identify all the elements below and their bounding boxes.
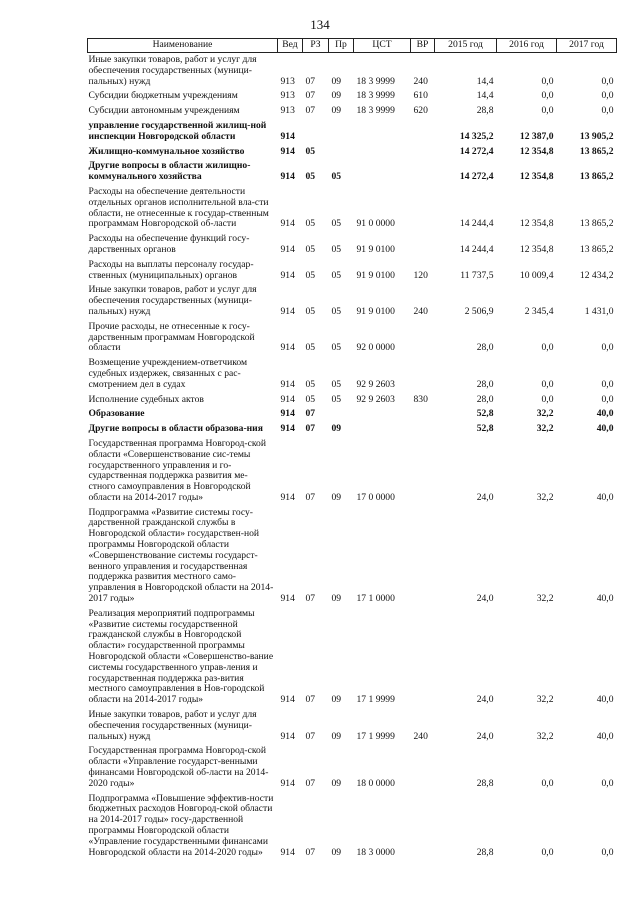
cell-y2016: 0,0 xyxy=(541,378,554,390)
cell-y2016: 12 354,8 xyxy=(519,171,554,183)
table-row xyxy=(88,185,617,232)
cell-y2015: 2 506,9 xyxy=(464,305,494,317)
cell-name: Реализация мероприятий подпрограммы «Развитие системы государственной гражданской службы в Новгородской области» государственной программы Новгородской области «Совершенство-вание системы государственного управ-ления и государственная поддержка раз-вития местного самоуправления в Нов-городской области на 2014-2017 годы» xyxy=(88,607,274,706)
cell-y2015: 14 244,4 xyxy=(459,243,494,255)
cell-vr: 240 xyxy=(413,305,428,317)
cell-ved: 913 xyxy=(280,75,295,87)
table-row xyxy=(88,744,617,791)
cell-rz: 07 xyxy=(305,730,316,742)
header-2015: 2015 год xyxy=(435,39,497,53)
cell-y2017: 0,0 xyxy=(601,342,614,354)
cell-y2015: 52,8 xyxy=(476,423,494,435)
cell-y2015: 28,8 xyxy=(476,777,494,789)
cell-pr: 09 xyxy=(331,75,342,87)
cell-ved: 914 xyxy=(280,423,295,435)
cell-ved: 914 xyxy=(280,846,295,858)
cell-y2015: 14,4 xyxy=(476,90,494,102)
cell-cst: 91 0 0000 xyxy=(356,218,395,230)
cell-ved: 914 xyxy=(280,593,295,605)
cell-vr: 120 xyxy=(413,269,428,281)
cell-pr: 09 xyxy=(331,593,342,605)
cell-y2015: 24,0 xyxy=(476,593,494,605)
cell-cst xyxy=(354,119,411,145)
cell-y2015: 28,0 xyxy=(476,378,494,390)
cell-vr: 610 xyxy=(413,90,428,102)
cell-rz: 07 xyxy=(305,90,316,102)
cell-name: Расходы на выплаты персоналу государ-ственных (муниципальных) органов xyxy=(88,258,254,281)
cell-cst: 17 1 9999 xyxy=(356,694,395,706)
cell-name: Другие вопросы в области образова-ния xyxy=(88,423,263,435)
cell-ved: 914 xyxy=(280,171,295,183)
cell-vr xyxy=(411,407,435,422)
cell-vr xyxy=(411,232,435,258)
cell-cst xyxy=(354,145,411,160)
cell-name: Субсидии автономным учреждениям xyxy=(88,105,240,117)
cell-y2017: 13 865,2 xyxy=(579,145,614,157)
cell-rz: 07 xyxy=(305,408,316,420)
cell-ved: 914 xyxy=(280,730,295,742)
cell-y2016: 2 345,4 xyxy=(524,305,554,317)
cell-y2017: 12 434,2 xyxy=(579,269,614,281)
cell-rz: 07 xyxy=(305,491,316,503)
cell-rz: 07 xyxy=(305,105,316,117)
cell-rz: 05 xyxy=(305,171,316,183)
table-row xyxy=(88,53,617,90)
cell-cst: 18 3 9999 xyxy=(356,90,395,102)
cell-cst xyxy=(354,422,411,437)
cell-pr: 09 xyxy=(331,730,342,742)
cell-ved: 914 xyxy=(280,269,295,281)
table-row xyxy=(88,104,617,119)
cell-y2015: 52,8 xyxy=(476,408,494,420)
cell-cst xyxy=(354,159,411,185)
cell-rz xyxy=(303,119,329,145)
cell-rz: 05 xyxy=(305,218,316,230)
cell-cst: 17 1 9999 xyxy=(356,730,395,742)
cell-vr xyxy=(411,356,435,392)
cell-ved: 914 xyxy=(280,243,295,255)
cell-ved: 914 xyxy=(280,218,295,230)
cell-y2016: 10 009,4 xyxy=(519,269,554,281)
cell-name: Возмещение учреждением-ответчиком судебных издержек, связанных с рас-смотрением дел в судах xyxy=(88,357,248,390)
cell-y2015: 24,0 xyxy=(476,694,494,706)
cell-y2015: 24,0 xyxy=(476,491,494,503)
cell-name: Государственная программа Новгород-ской области «Управление государст-венными финансами Новгородской об-ласти на 2014-2020 годы» xyxy=(88,745,269,789)
cell-cst: 91 9 0100 xyxy=(356,243,395,255)
cell-vr xyxy=(411,145,435,160)
cell-y2015: 24,0 xyxy=(476,730,494,742)
cell-name: Жилищно-коммунальное хозяйство xyxy=(88,145,245,157)
cell-rz: 05 xyxy=(305,269,316,281)
header-ved: Вед xyxy=(278,39,303,53)
cell-ved: 914 xyxy=(280,694,295,706)
cell-rz: 05 xyxy=(305,378,316,390)
cell-pr: 05 xyxy=(331,305,342,317)
table-row xyxy=(88,320,617,356)
cell-y2017: 0,0 xyxy=(601,393,614,405)
cell-rz: 05 xyxy=(305,342,316,354)
cell-pr: 05 xyxy=(331,243,342,255)
cell-pr: 05 xyxy=(331,342,342,354)
cell-y2015: 14 244,4 xyxy=(459,218,494,230)
cell-pr: 05 xyxy=(331,393,342,405)
cell-rz: 07 xyxy=(305,75,316,87)
cell-cst: 92 9 2603 xyxy=(356,393,395,405)
cell-ved: 914 xyxy=(280,145,295,157)
cell-pr: 05 xyxy=(331,378,342,390)
cell-y2016: 32,2 xyxy=(536,491,554,503)
cell-cst: 91 9 0100 xyxy=(356,305,395,317)
cell-pr: 09 xyxy=(331,491,342,503)
table-row xyxy=(88,119,617,145)
cell-ved: 914 xyxy=(280,378,295,390)
cell-y2016: 32,2 xyxy=(536,593,554,605)
cell-rz: 07 xyxy=(305,694,316,706)
cell-name: Другие вопросы в области жилищно-коммунального хозяйства xyxy=(88,160,251,183)
cell-y2017: 40,0 xyxy=(596,694,614,706)
cell-y2017: 0,0 xyxy=(601,105,614,117)
cell-vr: 830 xyxy=(413,393,428,405)
table-row xyxy=(88,708,617,744)
cell-vr xyxy=(411,607,435,708)
cell-cst: 18 3 0000 xyxy=(356,846,395,858)
cell-vr xyxy=(411,744,435,791)
cell-pr: 09 xyxy=(331,694,342,706)
cell-ved: 914 xyxy=(280,777,295,789)
cell-cst: 18 3 9999 xyxy=(356,105,395,117)
cell-y2017: 40,0 xyxy=(596,423,614,435)
cell-y2015: 11 737,5 xyxy=(460,269,494,281)
cell-name: Подпрограмма «Развитие системы госу-дарственной гражданской службы в Новгородской области» государствен-ной программы Новгородской области «Совершенствование системы государст-венного управления и государственная поддержка развития местного само-управления в Новгородской области на 2014-2017 годы» xyxy=(88,506,274,605)
table-row xyxy=(88,607,617,708)
cell-y2017: 40,0 xyxy=(596,491,614,503)
header-name: Наименование xyxy=(88,39,278,53)
cell-y2017: 0,0 xyxy=(601,90,614,102)
cell-y2016: 32,2 xyxy=(536,408,554,420)
cell-pr xyxy=(329,407,354,422)
cell-pr xyxy=(329,145,354,160)
cell-name: Иные закупки товаров, работ и услуг для обеспечения государственных (муници-пальных) нужд xyxy=(88,54,257,87)
cell-y2015: 14,4 xyxy=(476,75,494,87)
cell-pr: 09 xyxy=(331,90,342,102)
table-row xyxy=(88,89,617,104)
cell-rz: 05 xyxy=(305,305,316,317)
header-rz: РЗ xyxy=(303,39,329,53)
cell-name: Расходы на обеспечение деятельности отдельных органов исполнительной вла-сти области, не отнесенные к государ-ственным программам Новгородской об-ласти xyxy=(88,185,269,230)
cell-y2016: 12 354,8 xyxy=(519,218,554,230)
cell-rz: 07 xyxy=(305,423,316,435)
cell-y2016: 32,2 xyxy=(536,730,554,742)
cell-name: Расходы на обеспечение функций госу-дарственных органов xyxy=(88,233,250,255)
cell-cst xyxy=(354,407,411,422)
cell-ved: 914 xyxy=(280,342,295,354)
cell-cst: 91 9 0100 xyxy=(356,269,395,281)
cell-y2017: 0,0 xyxy=(601,777,614,789)
cell-y2016: 32,2 xyxy=(536,694,554,706)
cell-pr: 05 xyxy=(331,171,342,183)
cell-pr: 05 xyxy=(331,269,342,281)
cell-y2017: 0,0 xyxy=(601,75,614,87)
cell-rz: 07 xyxy=(305,593,316,605)
header-pr: Пр xyxy=(329,39,354,53)
table-row xyxy=(88,407,617,422)
cell-ved: 914 xyxy=(280,491,295,503)
table-row xyxy=(88,393,617,408)
cell-y2015: 14 325,2 xyxy=(459,130,494,142)
cell-rz: 07 xyxy=(305,846,316,858)
table-row xyxy=(88,159,617,185)
cell-vr xyxy=(411,119,435,145)
cell-y2017: 13 865,2 xyxy=(579,218,614,230)
cell-y2015: 28,0 xyxy=(476,342,494,354)
table-row xyxy=(88,437,617,506)
cell-name: Образование xyxy=(88,408,145,420)
header-2016: 2016 год xyxy=(497,39,557,53)
cell-name: Прочие расходы, не отнесенные к госу-дарственным программам Новгородской области xyxy=(88,320,255,354)
cell-cst: 17 0 0000 xyxy=(356,491,395,503)
table-row xyxy=(88,792,617,861)
cell-y2017: 0,0 xyxy=(601,846,614,858)
cell-y2015: 28,8 xyxy=(476,105,494,117)
cell-vr xyxy=(411,506,435,607)
cell-y2015: 28,8 xyxy=(476,846,494,858)
cell-rz: 07 xyxy=(305,777,316,789)
cell-y2017: 0,0 xyxy=(601,378,614,390)
cell-cst: 18 0 0000 xyxy=(356,777,395,789)
cell-y2017: 40,0 xyxy=(596,730,614,742)
cell-vr xyxy=(411,185,435,232)
cell-name: управление государственной жилищ-ной инспекции Новгородской области xyxy=(88,119,267,142)
cell-y2017: 40,0 xyxy=(596,593,614,605)
cell-ved: 914 xyxy=(280,305,295,317)
page-number: 134 xyxy=(310,17,330,32)
cell-ved: 913 xyxy=(280,105,295,117)
cell-vr xyxy=(411,320,435,356)
cell-name: Государственная программа Новгород-ской области «Совершенствование сис-темы государственного управления и го-сударственная поддержка развития ме-стного самоуправления в Новгородской области на 2014-2017 годы» xyxy=(88,437,266,503)
cell-pr: 09 xyxy=(331,777,342,789)
cell-vr xyxy=(411,159,435,185)
cell-name: Подпрограмма «Повышение эффектив-ности бюджетных расходов Новгород-ской области на 2014-2017 годы» госу-дарственной программы Новгородской области «Управление государственными финансами Новгородской области на 2014-2020 годы» xyxy=(88,792,274,858)
cell-y2016: 0,0 xyxy=(541,342,554,354)
cell-vr xyxy=(411,422,435,437)
budget-table xyxy=(87,38,617,860)
cell-name: Иные закупки товаров, работ и услуг для обеспечения государственных (муници-пальных) нужд xyxy=(88,284,257,317)
table-row xyxy=(88,422,617,437)
header-vr: ВР xyxy=(411,39,435,53)
cell-y2016: 0,0 xyxy=(541,846,554,858)
cell-name: Иные закупки товаров, работ и услуг для обеспечения государственных (муници-пальных) нужд xyxy=(88,709,257,742)
cell-y2016: 0,0 xyxy=(541,75,554,87)
cell-y2017: 13 865,2 xyxy=(579,243,614,255)
cell-y2017: 1 431,0 xyxy=(584,305,614,317)
cell-cst: 92 9 2603 xyxy=(356,378,395,390)
cell-name: Исполнение судебных актов xyxy=(88,393,204,405)
table-row xyxy=(88,283,617,319)
cell-pr xyxy=(329,119,354,145)
cell-ved: 914 xyxy=(280,408,295,420)
header-2017: 2017 год xyxy=(557,39,617,53)
table-row xyxy=(88,232,617,258)
cell-vr: 240 xyxy=(413,730,428,742)
cell-y2016: 32,2 xyxy=(536,423,554,435)
cell-name: Субсидии бюджетным учреждениям xyxy=(88,90,238,102)
cell-pr: 09 xyxy=(331,846,342,858)
cell-vr: 620 xyxy=(413,105,428,117)
cell-y2015: 14 272,4 xyxy=(459,145,494,157)
cell-y2015: 28,0 xyxy=(476,393,494,405)
cell-ved: 914 xyxy=(280,393,295,405)
cell-rz: 05 xyxy=(305,145,316,157)
cell-cst: 92 0 0000 xyxy=(356,342,395,354)
cell-y2016: 0,0 xyxy=(541,105,554,117)
cell-cst: 18 3 9999 xyxy=(356,75,395,87)
cell-ved: 913 xyxy=(280,90,295,102)
table-row xyxy=(88,506,617,607)
cell-cst: 17 1 0000 xyxy=(356,593,395,605)
cell-y2016: 12 354,8 xyxy=(519,243,554,255)
cell-pr: 09 xyxy=(331,105,342,117)
table-body xyxy=(88,53,617,861)
cell-y2017: 40,0 xyxy=(596,408,614,420)
header-cst: ЦСТ xyxy=(354,39,411,53)
cell-y2016: 0,0 xyxy=(541,777,554,789)
table-row xyxy=(88,356,617,392)
table-row xyxy=(88,258,617,284)
cell-y2017: 13 865,2 xyxy=(579,171,614,183)
cell-y2016: 12 387,0 xyxy=(519,130,554,142)
cell-ved: 914 xyxy=(280,130,295,142)
table-header xyxy=(88,39,617,53)
cell-vr: 240 xyxy=(413,75,428,87)
cell-vr xyxy=(411,437,435,506)
table-row xyxy=(88,145,617,160)
cell-y2016: 12 354,8 xyxy=(519,145,554,157)
cell-y2017: 13 905,2 xyxy=(579,130,614,142)
cell-y2015: 14 272,4 xyxy=(459,171,494,183)
cell-pr: 05 xyxy=(331,218,342,230)
cell-y2016: 0,0 xyxy=(541,90,554,102)
cell-rz: 05 xyxy=(305,243,316,255)
cell-rz: 05 xyxy=(305,393,316,405)
cell-pr: 09 xyxy=(331,423,342,435)
cell-y2016: 0,0 xyxy=(541,393,554,405)
cell-vr xyxy=(411,792,435,861)
